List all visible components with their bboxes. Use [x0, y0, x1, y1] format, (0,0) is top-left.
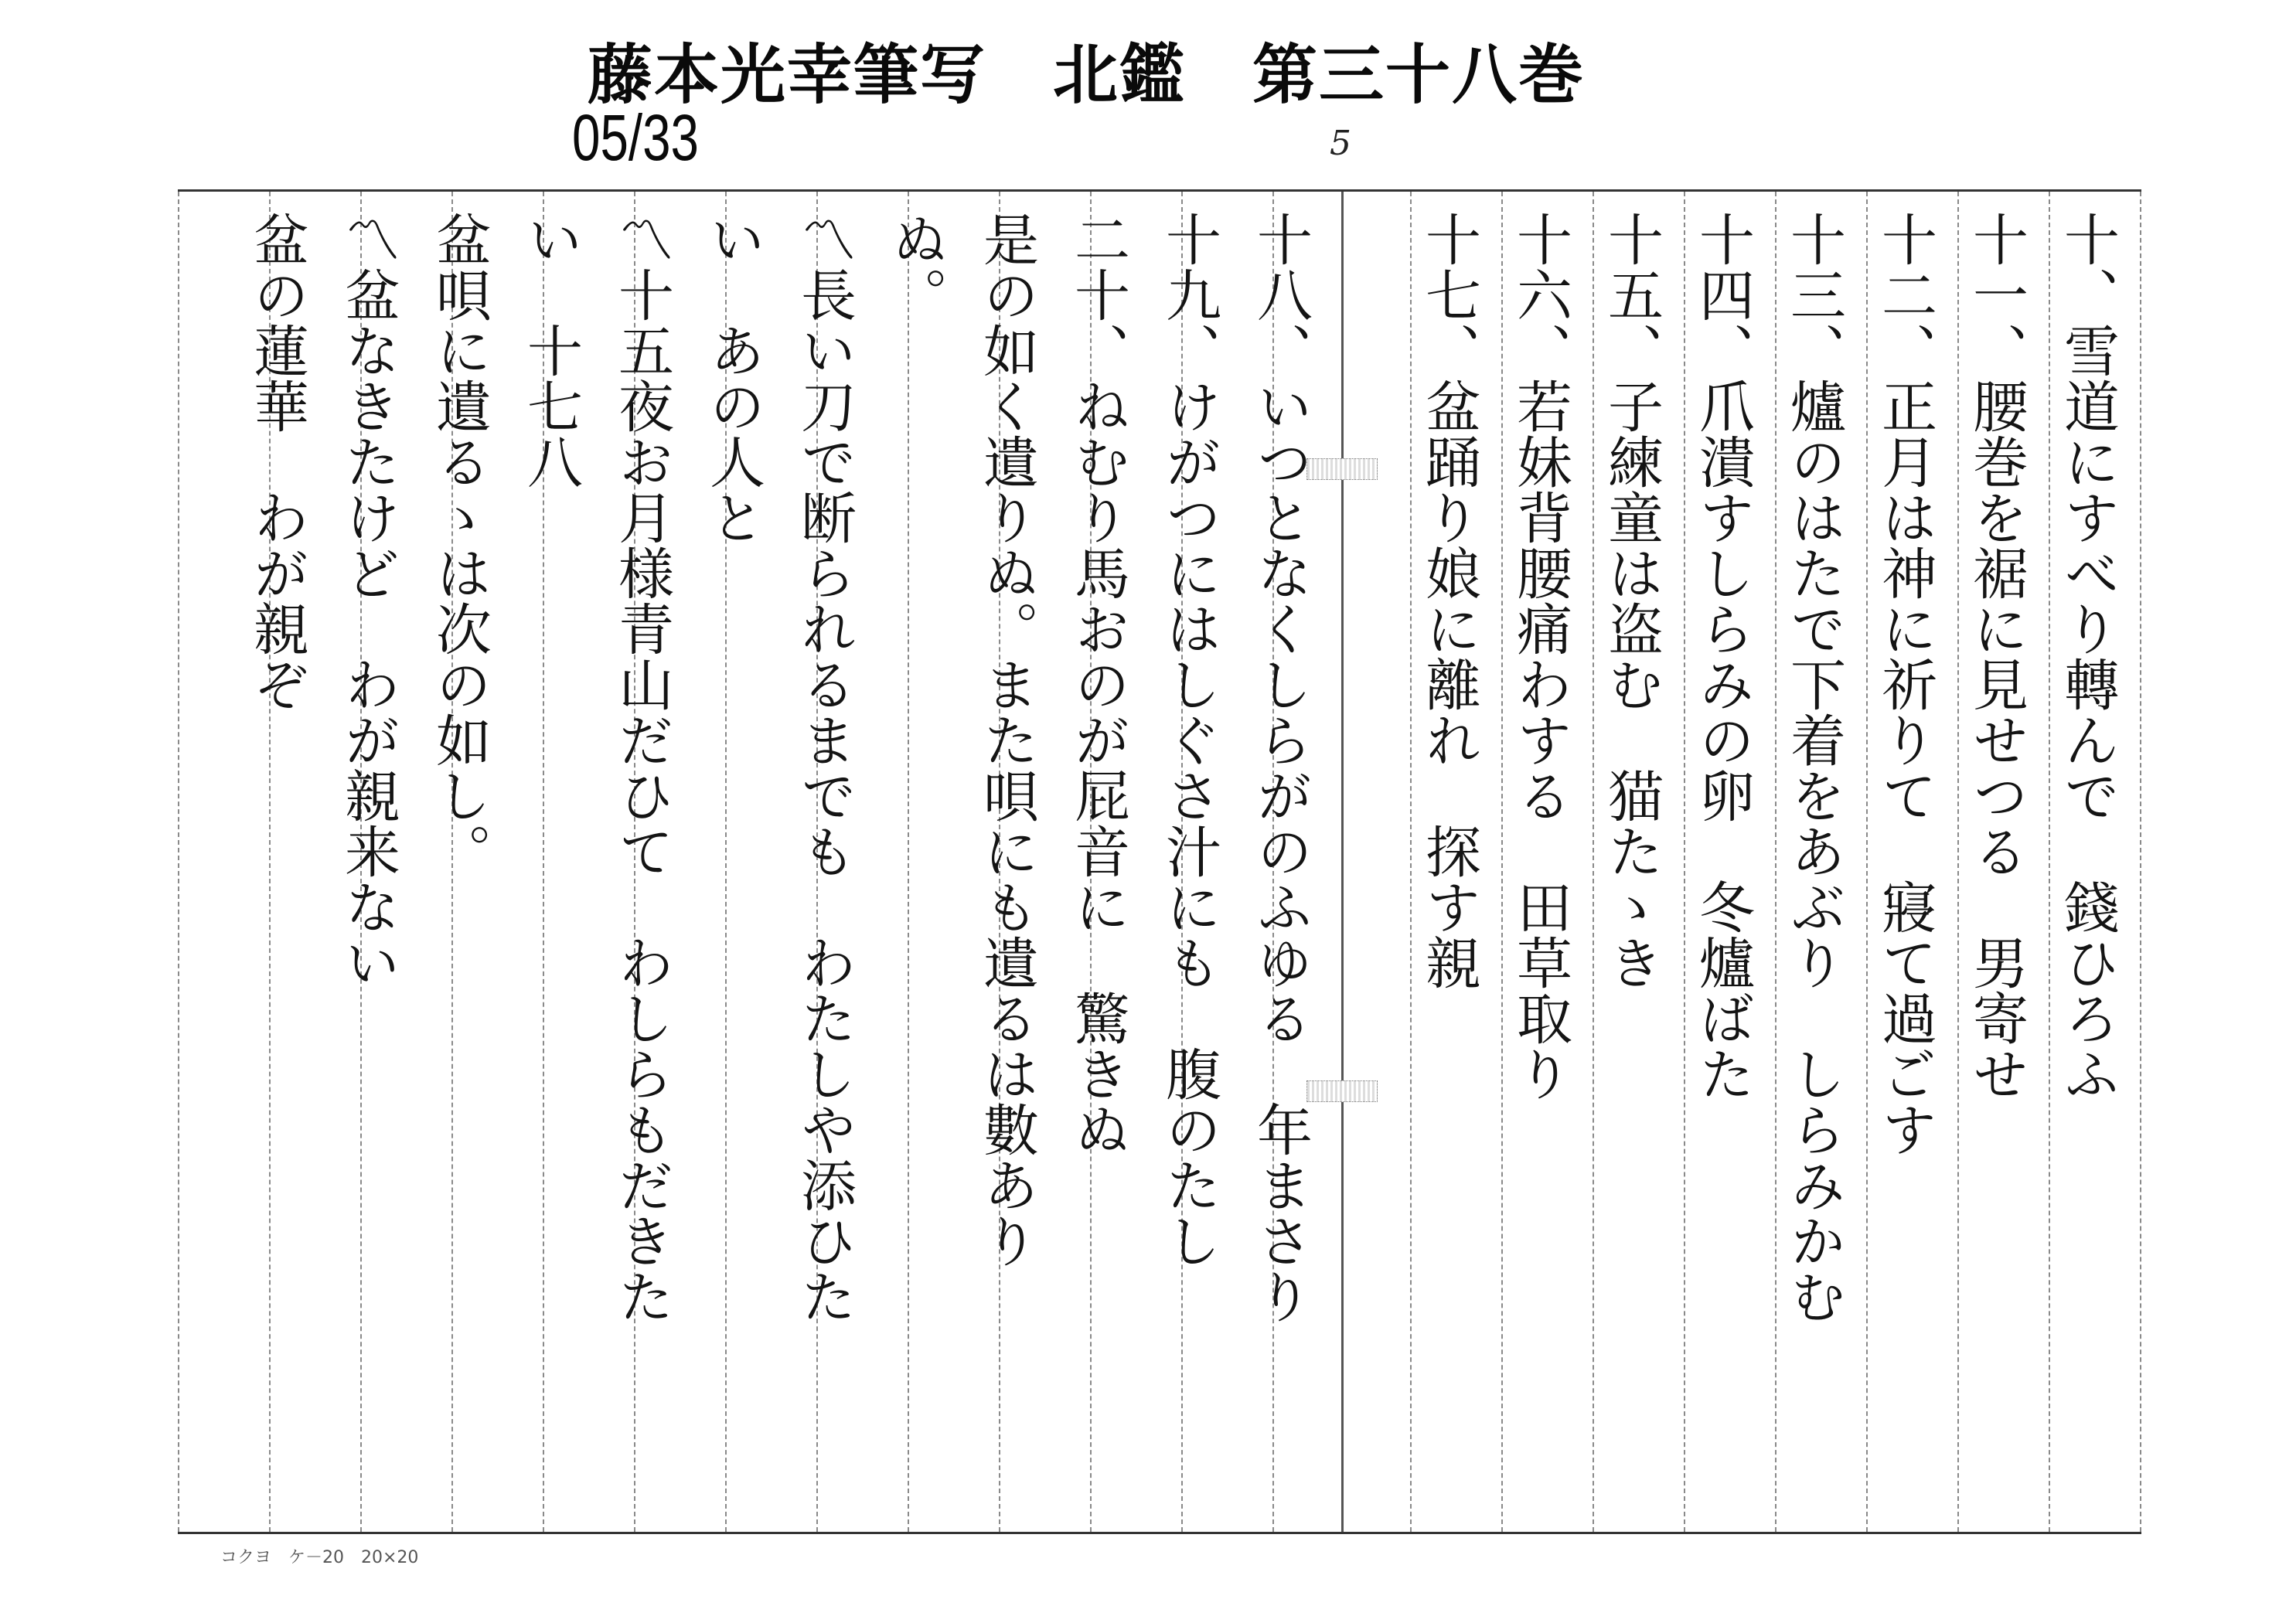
grid-line [178, 192, 179, 1532]
text-column-3: 十二、正月は神に祈りて 寢て過ごす [1872, 211, 1937, 1157]
text-column-19: 〽盆なきたけど わが親来ない [336, 211, 400, 990]
text-column-17: い 十七八 [518, 211, 583, 489]
text-column-12: 是の如く遺りぬ。また唄にも遺るは數あり [974, 211, 1039, 1268]
folio-number: 5 [1330, 124, 1351, 163]
document-title: 藤本光幸筆写 北鑑 第三十八巻 [588, 37, 1586, 113]
text-column-8: 十七、盆踊り娘に離れ 探す親 [1416, 211, 1481, 990]
text-column-15: い あの人と [700, 211, 765, 545]
text-column-6: 十五、子練童は盗む 猫たゝき [1599, 211, 1664, 990]
text-column-10: 十九、けがつにはしぐさ汁にも 腹のたし [1157, 211, 1221, 1268]
paper-maker-label: コクヨ ケ－20 20×20 [220, 1548, 419, 1567]
text-column-16: 〽十五夜お月様青山だひて わしらもだきた [609, 211, 674, 1324]
text-column-13: ぬ。 [883, 211, 948, 322]
text-column-7: 十六、若妹背腰痛わする 田草取り [1507, 211, 1572, 1101]
grid-line [2140, 192, 2141, 1532]
text-column-20: 盆の蓮華 わが親ぞ [244, 211, 309, 712]
text-column-4: 十三、爐のはたで下着をあぶり しらみかむ [1781, 211, 1846, 1324]
text-column-2: 十一、腰巻を裾に見せつる 男寄せ [1964, 211, 2029, 1101]
text-column-1: 十、雪道にすべり轉んで 錢ひろふ [2055, 211, 2120, 1101]
text-column-5: 十四、爪潰すしらみの卵 冬爐ばた [1690, 211, 1755, 1101]
text-column-11: 二十、ねむり馬おのが屁音に 驚きぬ [1065, 211, 1130, 1157]
center-spine [1341, 192, 1344, 1532]
page-counter: 05/33 [572, 101, 699, 174]
manuscript-sheet [178, 189, 2141, 1534]
page-header [0, 0, 2296, 185]
text-column-9: 十八、いつとなくしらがのふゆる 年まさり [1248, 211, 1313, 1324]
text-column-18: 盆唄に遺るゝは次の如し。 [427, 211, 492, 879]
text-column-14: 〽長い刀で断られるまでも わたしや添ひた [792, 211, 857, 1324]
